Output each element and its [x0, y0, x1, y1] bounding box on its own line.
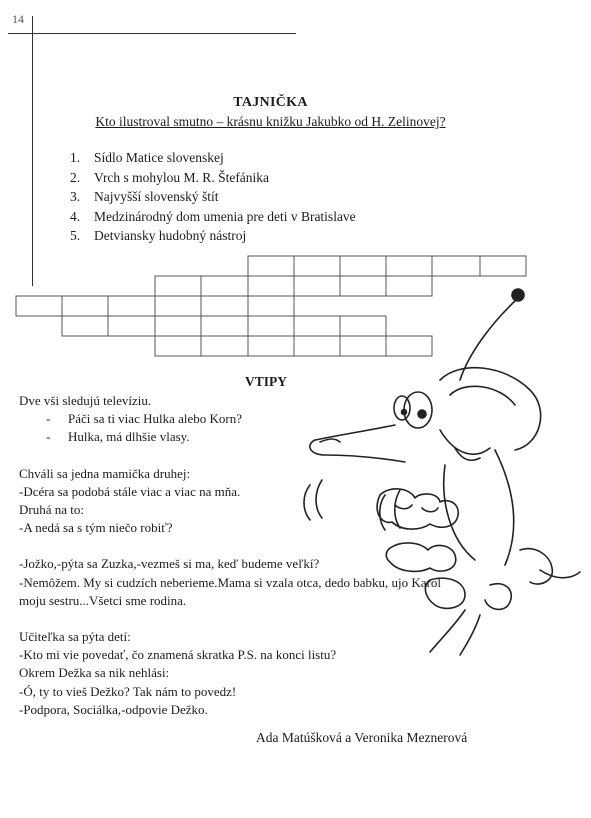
cartoon-creature-icon: [290, 280, 591, 660]
clue-text: Detviansky hudobný nástroj: [94, 228, 247, 243]
crossword-cell[interactable]: [432, 256, 480, 276]
clue-number: 4.: [70, 208, 81, 224]
joke-line: -A nedá sa s tým niečo robiť?: [19, 520, 173, 536]
clue-number: 2.: [70, 169, 81, 185]
clue-text: Sídlo Matice slovenskej: [94, 150, 224, 165]
crossword-cell[interactable]: [248, 296, 294, 316]
joke-line: Chváli sa jedna mamička druhej:: [19, 465, 191, 481]
joke-line: Učiteľka sa pýta detí:: [19, 629, 131, 645]
joke-line: Hulka, má dlhšie vlasy.: [68, 429, 190, 445]
clue-number: 3.: [70, 189, 81, 204]
crossword-cell[interactable]: [480, 256, 526, 276]
joke-line: moju sestru...Všetci sme rodina.: [19, 592, 187, 608]
crossword-cell[interactable]: [201, 316, 248, 336]
clue-item: [70, 209, 356, 229]
crossword-cell[interactable]: [155, 336, 201, 356]
joke-line: Dve vši sledujú televíziu.: [19, 393, 152, 408]
clue-item: [70, 150, 356, 170]
clue-item: [70, 189, 356, 209]
crossword-question: Kto ilustroval smutno – krásnu knižku Jakubko od H. Zelinovej?: [95, 114, 446, 129]
clue-item: [70, 170, 356, 190]
joke-line: -Dcéra sa podobá stále viac a viac na mňa.: [19, 483, 241, 499]
crossword-title: TAJNIČKA: [233, 95, 308, 110]
joke-line: Páči sa ti viac Hulka alebo Korn?: [68, 411, 242, 427]
crossword-cell[interactable]: [108, 296, 155, 316]
clue-text: Najvyšší slovenský štít: [94, 189, 219, 204]
crossword-cell[interactable]: [155, 276, 201, 296]
dash-bullet: -: [46, 411, 51, 427]
clue-number: 1.: [70, 150, 81, 165]
joke-line: -Nemôžem. My si cudzích neberieme.Mama si vzala otca, dedo babku, ujo Karol: [19, 574, 441, 590]
joke-line: -Jožko,-pýta sa Zuzka,-vezmeš si ma, keď budeme veľkí?: [19, 556, 320, 572]
joke-line: Druhá na to:: [19, 502, 84, 518]
joke-line: -Podpora, Sociálka,-odpovie Dežko.: [19, 701, 208, 717]
crossword-cell[interactable]: [201, 336, 248, 356]
joke-line: Okrem Dežka sa nik nehlási:: [19, 665, 170, 681]
header-rule: [8, 33, 296, 34]
crossword-cell[interactable]: [201, 276, 248, 296]
crossword-cell[interactable]: [62, 316, 108, 336]
crossword-cell[interactable]: [248, 276, 294, 296]
crossword-cell[interactable]: [155, 316, 201, 336]
crossword-cell[interactable]: [386, 256, 432, 276]
authors-signature: Ada Matúšková a Veronika Meznerová: [256, 730, 468, 745]
clue-number: 5.: [70, 228, 81, 243]
jokes-title: VTIPY: [245, 374, 288, 389]
joke-line: -Ó, ty to vieš Dežko? Tak nám to povedz!: [19, 683, 237, 699]
crossword-cell[interactable]: [108, 316, 155, 336]
joke-line: -Kto mi vie povedať, čo znamená skratka P.S. na konci listu?: [19, 647, 337, 663]
dash-bullet: -: [46, 429, 51, 445]
crossword-cell[interactable]: [16, 296, 62, 316]
crossword-cell[interactable]: [294, 256, 340, 276]
clue-text: Medzinárodný dom umenia pre deti v Bratislave: [94, 208, 356, 224]
crossword-cell[interactable]: [62, 296, 108, 316]
clue-text: Vrch s mohylou M. R. Štefánika: [94, 169, 270, 185]
crossword-cell[interactable]: [340, 256, 386, 276]
crossword-cell[interactable]: [155, 296, 201, 316]
crossword-cell[interactable]: [248, 316, 294, 336]
clue-list: [70, 150, 356, 248]
page-number: 14: [12, 12, 24, 26]
margin-rule: [32, 16, 33, 286]
crossword-cell[interactable]: [248, 256, 294, 276]
clue-item: [70, 228, 356, 248]
crossword-cell[interactable]: [201, 296, 248, 316]
crossword-cell[interactable]: [248, 336, 294, 356]
